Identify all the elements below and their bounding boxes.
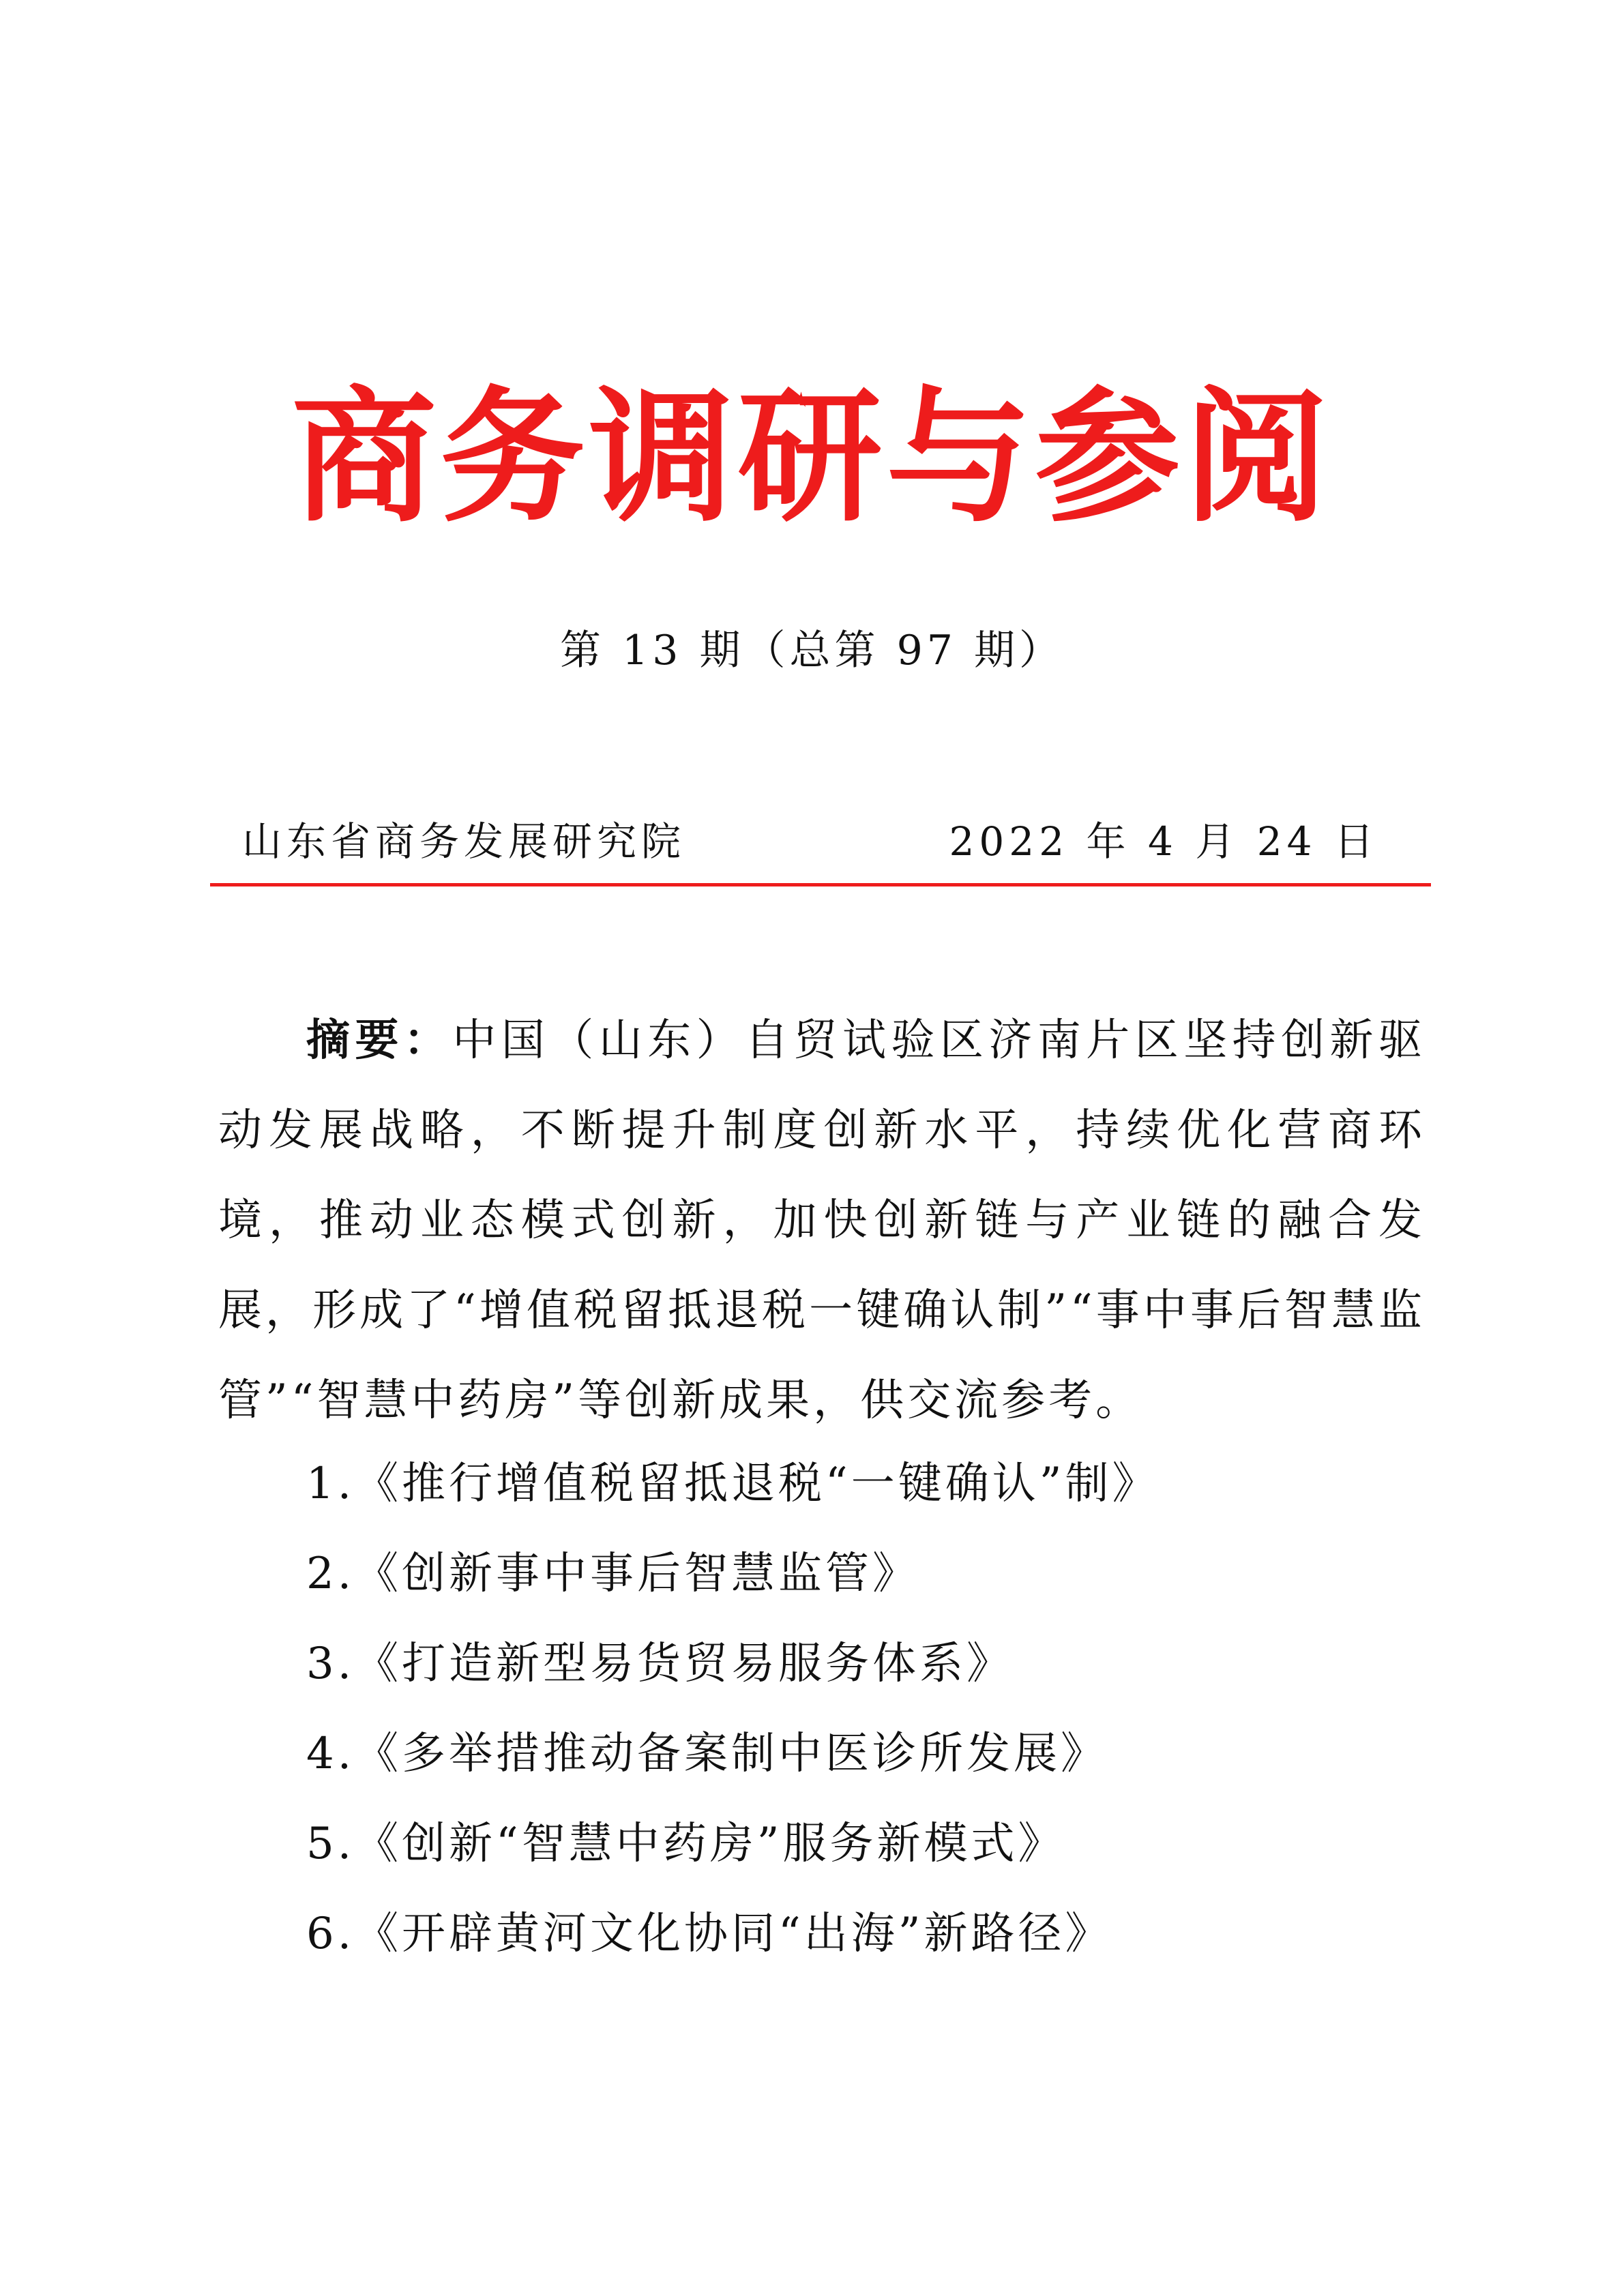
- document-header: [242, 813, 1378, 870]
- header-divider: [210, 883, 1431, 886]
- abstract-text: 中国（山东）自贸试验区济南片区坚持创新驱动发展战略，不断提升制度创新水平，持续优化营商环境，推动业态模式创新，加快创新链与产业链的融合发展，形成了“增值税留抵退税一键确认制”“事中事后智慧监管”“智慧中药房”等创新成果，供交流参考。: [218, 1015, 1426, 1426]
- publication-date: 2022 年 4 月 24 日: [949, 818, 1378, 865]
- contents-item: 2.《创新事中事后智慧监管》: [306, 1549, 920, 1599]
- contents-item: 5.《创新“智慧中药房”服务新模式》: [306, 1819, 1065, 1869]
- abstract-label: 摘要：: [306, 1015, 453, 1066]
- masthead-title: 商务调研与参阅: [291, 372, 1333, 541]
- issue-number: 第 13 期（总第 97 期）: [560, 627, 1064, 674]
- contents-list: [306, 1439, 1425, 1979]
- contents-item: 6.《开辟黄河文化协同“出海”新路径》: [306, 1909, 1112, 1959]
- abstract-paragraph: [218, 996, 1426, 1446]
- contents-item: 3.《打造新型易货贸易服务体系》: [306, 1639, 1014, 1689]
- contents-item: 1.《推行增值税留抵退税“一键确认”制》: [306, 1459, 1160, 1509]
- publisher-name: 山东省商务发展研究院: [242, 818, 686, 865]
- contents-item: 4.《多举措推动备案制中医诊所发展》: [306, 1729, 1108, 1779]
